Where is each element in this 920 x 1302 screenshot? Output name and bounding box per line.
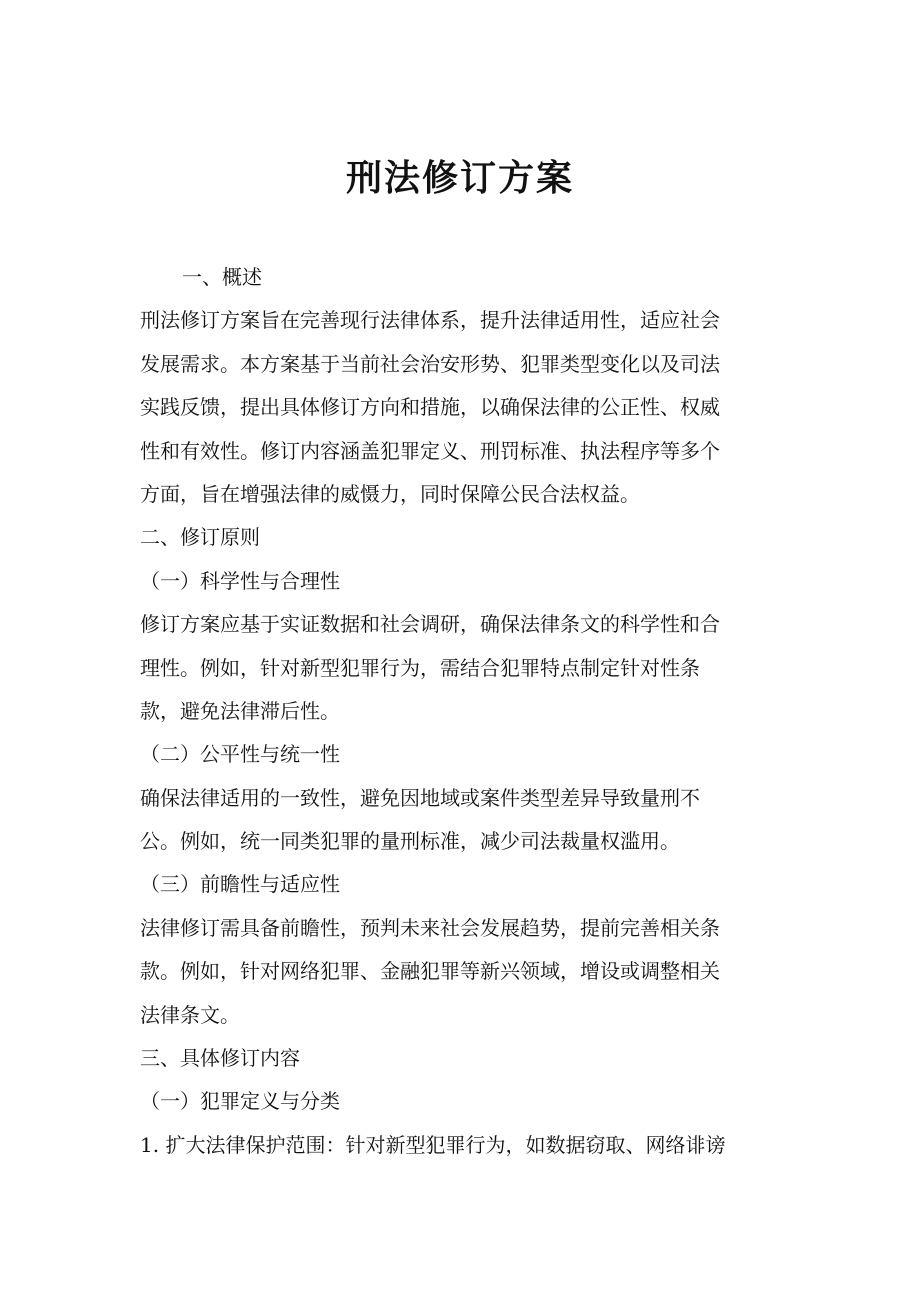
paragraph-line: 公。例如，统一同类犯罪的量刑标准，减少司法裁量权滥用。 [140, 829, 680, 854]
paragraph-line: 实践反馈，提出具体修订方向和措施，以确保法律的公正性、权威 [140, 395, 720, 420]
paragraph-line: 款。例如，针对网络犯罪、金融犯罪等新兴领域，增设或调整相关 [140, 959, 720, 984]
document-title: 刑法修订方案 [345, 158, 574, 199]
subsection-heading: （一）犯罪定义与分类 [140, 1089, 340, 1114]
paragraph-line: 方面，旨在增强法律的威慑力，同时保障公民合法权益。 [140, 481, 640, 506]
subsection-heading: （二）公平性与统一性 [140, 742, 340, 767]
paragraph-line: 刑法修订方案旨在完善现行法律体系，提升法律适用性，适应社会 [140, 308, 720, 333]
paragraph-line: 修订方案应基于实证数据和社会调研，确保法律条文的科学性和合 [140, 612, 720, 637]
section-heading-principles: 二、修订原则 [140, 525, 260, 550]
paragraph-line: 法律修订需具备前瞻性，预判未来社会发展趋势，提前完善相关条 [140, 915, 720, 940]
section-heading-overview: 一、概述 [182, 265, 262, 289]
paragraph-line: 性和有效性。修订内容涵盖犯罪定义、刑罚标准、执法程序等多个 [140, 438, 720, 463]
subsection-heading: （三）前瞻性与适应性 [140, 872, 340, 897]
paragraph-line: 法律条文。 [140, 1002, 240, 1027]
subsection-heading: （一）科学性与合理性 [140, 568, 340, 593]
paragraph-line: 确保法律适用的一致性，避免因地域或案件类型差异导致量刑不 [140, 785, 700, 810]
list-item: 1. 扩大法律保护范围：针对新型犯罪行为，如数据窃取、网络诽谤 [140, 1132, 726, 1157]
paragraph-line: 款，避免法律滞后性。 [140, 698, 340, 723]
document-body [140, 256, 780, 1167]
paragraph-line: 发展需求。本方案基于当前社会治安形势、犯罪类型变化以及司法 [140, 351, 720, 376]
section-heading-content: 三、具体修订内容 [140, 1046, 300, 1071]
paragraph-line: 理性。例如，针对新型犯罪行为，需结合犯罪特点制定针对性条 [140, 655, 700, 680]
